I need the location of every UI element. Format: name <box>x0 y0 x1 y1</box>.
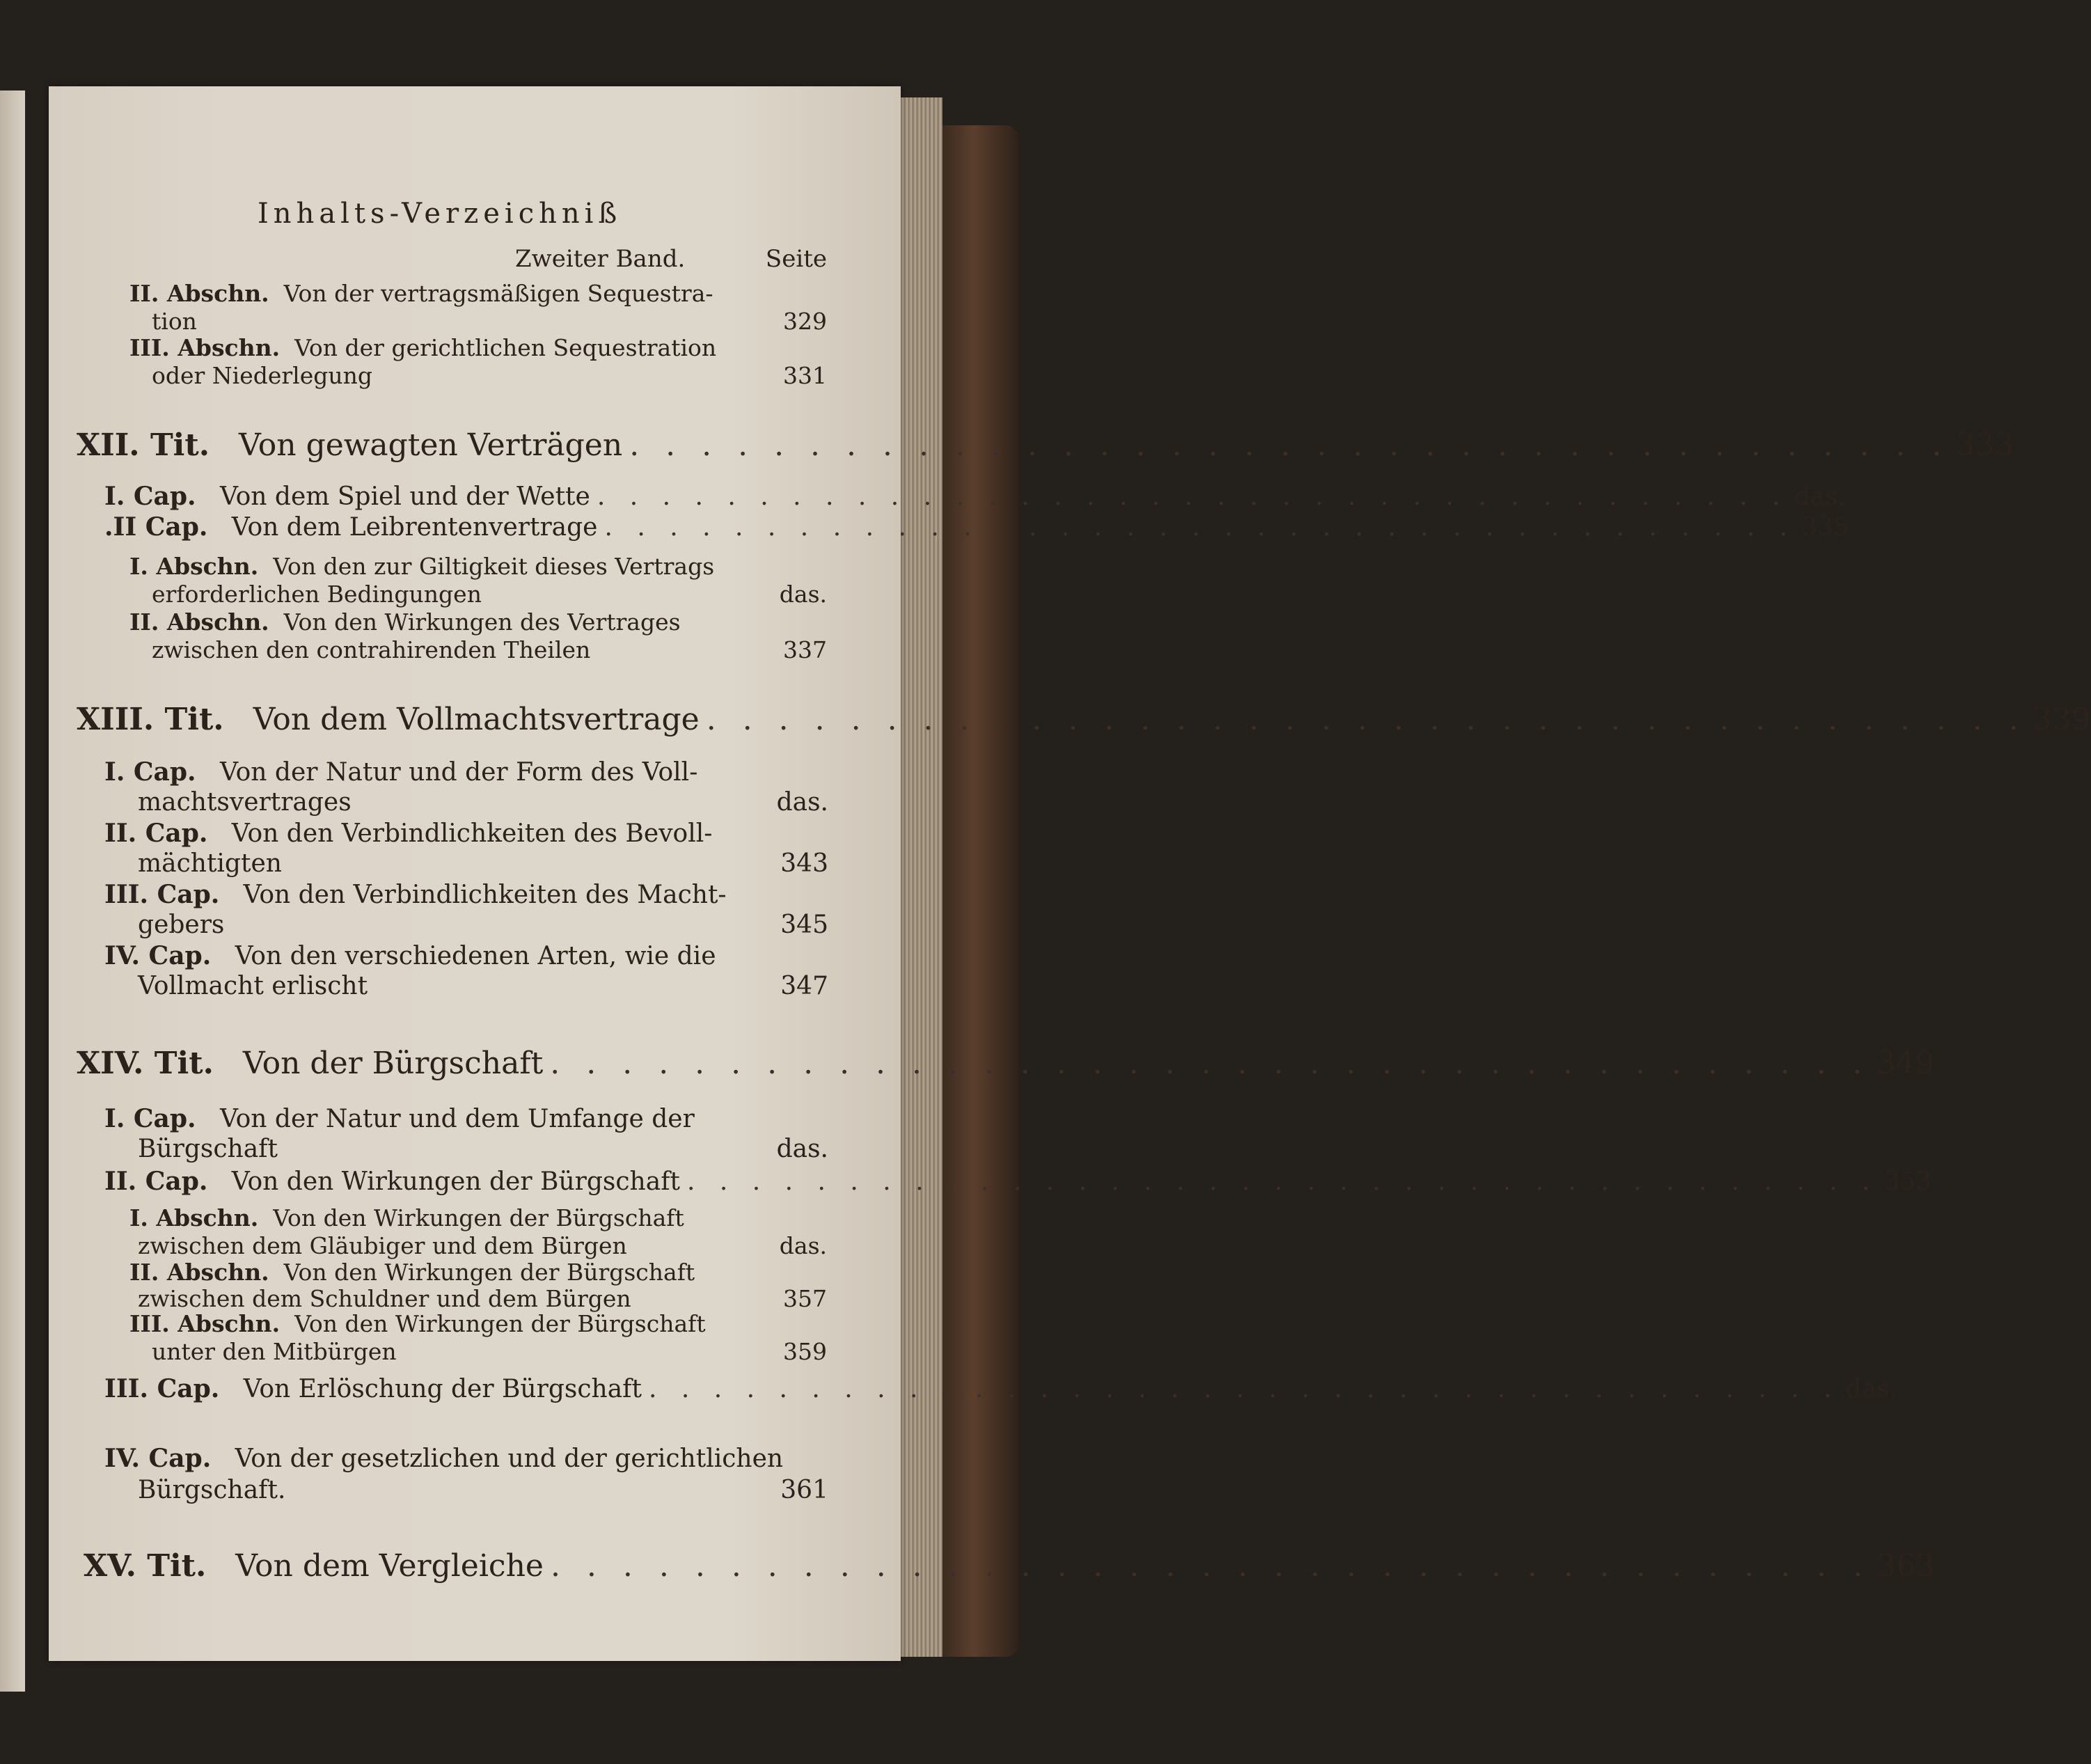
entry-title: Von der Natur und der Form des Voll- <box>219 758 698 787</box>
toc-entry-continuation <box>152 308 827 335</box>
entry-title: Von den Wirkungen der Bürgschaft <box>283 1259 695 1286</box>
toc-entry-ii-cap-bevollmaechtigten <box>104 819 828 848</box>
book-cover <box>942 125 1019 1657</box>
entry-title-cont: unter den Mitbürgen <box>152 1338 397 1365</box>
entry-label: I. Cap. <box>104 757 196 787</box>
toc-entry-xv-tit <box>84 1548 1935 1584</box>
entry-page: 329 <box>783 308 827 335</box>
entry-label: II. Cap. <box>104 819 208 848</box>
entry-title: Von den Verbindlichkeiten des Bevoll- <box>231 819 713 848</box>
leader-dots <box>700 702 2027 737</box>
toc-entry-iv-cap-gesetzlich <box>104 1444 828 1473</box>
page-column-label: Seite <box>765 245 827 273</box>
entry-title: Von der Bürgschaft <box>242 1046 544 1081</box>
toc-entry-i-cap-spiel <box>104 482 1846 511</box>
entry-title: Von der vertragsmäßigen Sequestra- <box>283 280 713 307</box>
entry-label: XIII. Tit. <box>77 702 224 737</box>
entry-title-cont: erforderlichen Bedingungen <box>152 581 482 608</box>
entry-label: I. Abschn. <box>129 1204 259 1231</box>
entry-page: 333 <box>1955 427 2014 463</box>
toc-entry-i-abschn-glaeubiger <box>129 1204 827 1231</box>
toc-entry-ii-abschn-sequestration <box>129 280 827 307</box>
toc-entry-ii-abschn-schuldner <box>129 1259 827 1286</box>
entry-page: 363 <box>1876 1548 1935 1584</box>
toc-entry-i-cap-buergschaft <box>104 1104 828 1133</box>
toc-entry-continuation <box>138 911 828 939</box>
page-stack-edge <box>901 97 942 1657</box>
entry-title: Von der Natur und dem Umfange der <box>219 1105 695 1133</box>
entry-page: 359 <box>783 1338 827 1365</box>
entry-label: III. Abschn. <box>129 334 281 361</box>
entry-title: Von den verschiedenen Arten, wie die <box>235 942 716 970</box>
toc-entry-continuation <box>152 636 827 663</box>
entry-title-cont: oder Niederlegung <box>152 362 373 389</box>
toc-entry-continuation <box>138 1476 828 1504</box>
volume-label: Zweiter Band. <box>515 245 686 273</box>
entry-page: das. <box>776 1135 828 1163</box>
entry-label: II. Abschn. <box>129 1259 269 1286</box>
entry-title: Von den zur Giltigkeit dieses Vertrags <box>273 553 715 580</box>
toc-entry-continuation <box>152 362 827 389</box>
leader-dots <box>590 482 1788 511</box>
entry-label: II. Abschn. <box>129 608 269 636</box>
entry-label: IV. Cap. <box>104 941 212 970</box>
toc-entry-continuation <box>138 1232 827 1259</box>
entry-page: 345 <box>780 911 828 939</box>
entry-title: Von gewagten Verträgen <box>239 427 623 463</box>
entry-page: das. <box>779 581 827 608</box>
entry-page: 347 <box>780 972 828 1000</box>
entry-title-cont: zwischen den contrahirenden Theilen <box>152 636 591 663</box>
entry-label: III. Cap. <box>104 1374 220 1403</box>
running-title: Inhalts-Verzeichniß <box>258 198 622 230</box>
entry-title: Von den Verbindlichkeiten des Macht- <box>243 881 727 909</box>
toc-entry-xiii-tit <box>77 702 2091 737</box>
toc-entry-xii-tit <box>77 427 2014 463</box>
entry-page: das. <box>779 1232 827 1259</box>
entry-title: Von der gerichtlichen Sequestration <box>294 334 717 361</box>
entry-title-cont: tion <box>152 308 197 335</box>
entry-page: das. <box>1845 1375 1897 1403</box>
toc-entry-continuation <box>138 1135 828 1163</box>
toc-entry-continuation <box>138 1285 827 1312</box>
entry-title-cont: mächtigten <box>138 849 282 878</box>
toc-entry-ii-cap-wirkungen <box>104 1167 1932 1196</box>
entry-title: Von dem Spiel und der Wette <box>219 482 590 511</box>
toc-entry-continuation <box>138 788 828 817</box>
entry-label: I. Abschn. <box>129 553 259 580</box>
entry-title: Von der gesetzlichen und der gerichtlichen <box>235 1444 784 1473</box>
entry-title-cont: Bürgschaft. <box>138 1476 286 1504</box>
entry-title-cont: machtsvertrages <box>138 788 352 817</box>
toc-content <box>49 86 2091 1661</box>
entry-title: Von den Wirkungen der Bürgschaft <box>294 1310 706 1337</box>
toc-entry-i-abschn-giltigkeit <box>129 553 827 580</box>
entry-title: Von den Wirkungen der Bürgschaft <box>231 1167 680 1196</box>
entry-title: Von den Wirkungen des Vertrages <box>283 608 681 636</box>
entry-title: Von dem Vollmachtsvertrage <box>253 702 700 737</box>
leader-dots <box>597 513 1795 542</box>
leader-dots <box>543 1046 1870 1081</box>
entry-label: XV. Tit. <box>84 1548 207 1584</box>
entry-title-cont: Vollmacht erlischt <box>138 972 368 1000</box>
entry-label: IV. Cap. <box>104 1444 212 1473</box>
entry-title-cont: zwischen dem Schuldner und dem Bürgen <box>138 1285 631 1312</box>
toc-entry-iii-cap-machtgebers <box>104 880 828 909</box>
entry-page: 339 <box>2032 702 2091 737</box>
entry-label: .II Cap. <box>104 512 208 542</box>
volume-header <box>515 245 827 273</box>
entry-label: III. Cap. <box>104 880 220 909</box>
toc-entry-iii-abschn-sequestration <box>129 334 827 361</box>
entry-title-cont: Bürgschaft <box>138 1135 278 1163</box>
leader-dots <box>642 1375 1840 1403</box>
entry-page: das. <box>776 788 828 817</box>
toc-entry-continuation <box>152 581 827 608</box>
entry-label: II. Abschn. <box>129 280 269 307</box>
entry-title: Von dem Vergleiche <box>235 1548 544 1584</box>
toc-entry-ii-cap-leibrente <box>104 512 1849 542</box>
entry-label: XII. Tit. <box>77 427 210 463</box>
entry-page: 353 <box>1884 1167 1932 1196</box>
entry-page: das. <box>1794 482 1846 511</box>
toc-entry-iv-cap-erlischt <box>104 941 828 970</box>
book-page <box>49 86 2091 1661</box>
entry-label: II. Cap. <box>104 1167 208 1196</box>
entry-label: XIV. Tit. <box>77 1046 214 1081</box>
entry-page: 337 <box>783 636 827 663</box>
leader-dots <box>544 1548 1871 1584</box>
toc-entry-xiv-tit <box>77 1046 1935 1081</box>
toc-entry-iii-abschn-mitbuergen <box>129 1310 827 1337</box>
toc-entry-continuation <box>138 849 828 878</box>
entry-label: III. Abschn. <box>129 1310 281 1337</box>
entry-page: 349 <box>1876 1046 1935 1081</box>
entry-title: Von dem Leibrentenvertrage <box>231 513 598 542</box>
entry-page: 335 <box>1801 513 1849 542</box>
leader-dots <box>680 1167 1878 1196</box>
toc-entry-continuation <box>152 1338 827 1365</box>
entry-title: Von Erlöschung der Bürgschaft <box>243 1375 642 1403</box>
entry-page: 361 <box>780 1476 828 1504</box>
entry-page: 343 <box>780 849 828 878</box>
entry-title-cont: gebers <box>138 911 225 939</box>
toc-entry-i-cap-vollmacht <box>104 757 828 787</box>
toc-entry-ii-abschn-wirkungen <box>129 608 827 636</box>
entry-page: 331 <box>783 362 827 389</box>
toc-entry-iii-cap-erloeschung <box>104 1374 1897 1403</box>
adjacent-page-edge <box>0 90 25 1692</box>
entry-title-cont: zwischen dem Gläubiger und dem Bürgen <box>138 1232 627 1259</box>
entry-page: 357 <box>783 1285 827 1312</box>
entry-title: Von den Wirkungen der Bürgschaft <box>273 1204 684 1231</box>
entry-label: I. Cap. <box>104 482 196 511</box>
toc-entry-continuation <box>138 972 828 1000</box>
leader-dots <box>622 427 1950 463</box>
entry-label: I. Cap. <box>104 1104 196 1133</box>
